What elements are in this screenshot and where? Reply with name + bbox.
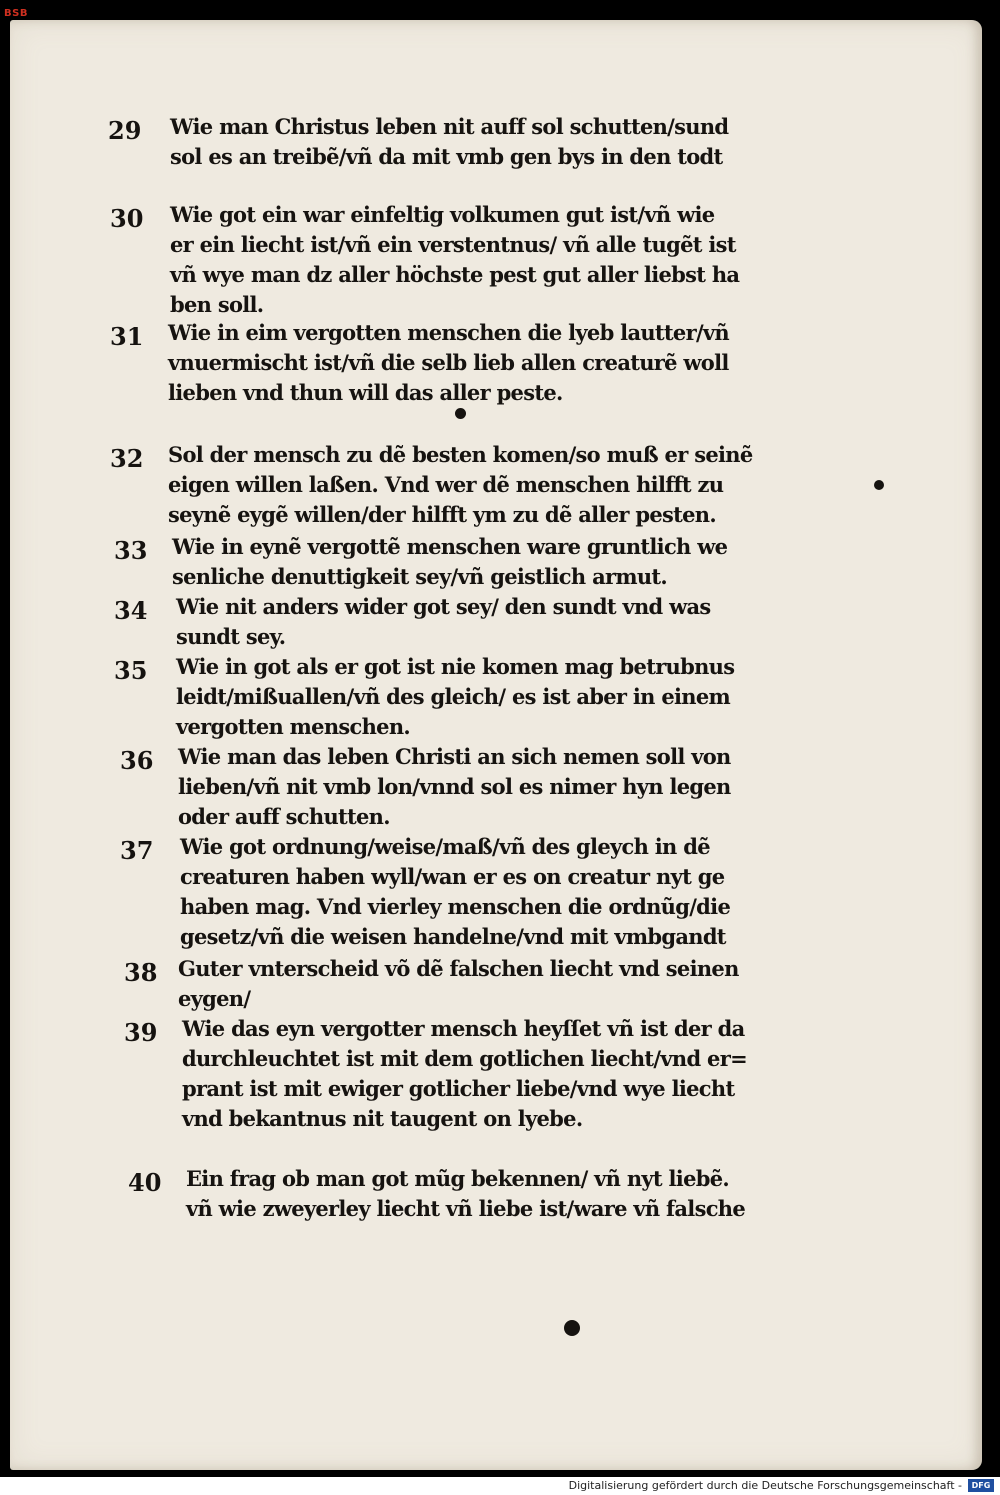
entry-text-line: vñ wye man dz aller höchste pest gut aller liebst ha bbox=[170, 262, 740, 287]
entry-text-line: Wie nit anders wider got sey/ den sundt vnd was bbox=[176, 594, 711, 619]
entry-number: 39 bbox=[124, 1018, 158, 1047]
entry-text-line: Wie got ordnung/weise/maß/vñ des gleych in dẽ bbox=[180, 834, 710, 859]
entry-text-line: Wie in eynẽ vergottẽ menschen ware gruntlich we bbox=[172, 534, 728, 559]
entry-text-line: vnuermischt ist/vñ die selb lieb allen creaturẽ woll bbox=[168, 350, 729, 375]
entry-number: 33 bbox=[114, 536, 148, 565]
entry-number: 36 bbox=[120, 746, 154, 775]
entry-number: 40 bbox=[128, 1168, 162, 1197]
entry-text-line: eygen/ bbox=[178, 986, 251, 1011]
entry-text-line: vñ wie zweyerley liecht vñ liebe ist/ware vñ falsche bbox=[186, 1196, 746, 1221]
entry-number: 30 bbox=[110, 204, 144, 233]
entry-text-line: Wie in eim vergotten menschen die lyeb lautter/vñ bbox=[168, 320, 730, 345]
entry-number: 37 bbox=[120, 836, 154, 865]
ink-dot bbox=[564, 1320, 580, 1336]
entry-text-line: vnd bekantnus nit taugent on lyebe. bbox=[182, 1106, 583, 1131]
entry-text-line: Ein frag ob man got mũg bekennen/ vñ nyt liebẽ. bbox=[186, 1166, 729, 1191]
book-page bbox=[10, 20, 982, 1470]
entry-number: 32 bbox=[110, 444, 144, 473]
entry-text-line: creaturen haben wyll/wan er es on creatur nyt ge bbox=[180, 864, 725, 889]
entry-text-line: sundt sey. bbox=[176, 624, 286, 649]
entry-text-line: oder auff schutten. bbox=[178, 804, 390, 829]
entry-number: 29 bbox=[108, 116, 142, 145]
entry-text-line: lieben/vñ nit vmb lon/vnnd sol es nimer hyn legen bbox=[178, 774, 731, 799]
entry-text-line: Wie das eyn vergotter mensch heyſſet vñ ist der da bbox=[182, 1016, 745, 1041]
entry-text-line: Sol der mensch zu dẽ besten komen/so muß er seinẽ bbox=[168, 442, 753, 467]
entry-text-line: gesetz/vñ die weisen handelne/vnd mit vmbgandt bbox=[180, 924, 726, 949]
entry-text-line: sol es an treibẽ/vñ da mit vmb gen bys in den todt bbox=[170, 144, 723, 169]
entry-text-line: Guter vnterscheid võ dẽ falschen liecht vnd seinen bbox=[178, 956, 739, 981]
footer-bar bbox=[0, 1477, 1000, 1495]
entry-number: 35 bbox=[114, 656, 148, 685]
dfg-logo: DFG bbox=[968, 1479, 994, 1492]
entry-text-line: Wie man Christus leben nit auff sol schutten/sund bbox=[170, 114, 729, 139]
entry-text-line: eigen willen laßen. Vnd wer dẽ menschen hilfft zu bbox=[168, 472, 724, 497]
entry-text-line: seynẽ eygẽ willen/der hilfft ym zu dẽ aller pesten. bbox=[168, 502, 716, 527]
entry-text-line: Wie got ein war einfeltig volkumen gut ist/vñ wie bbox=[170, 202, 715, 227]
entry-text-line: lieben vnd thun will das aller peste. bbox=[168, 380, 563, 405]
footer-credit: Digitalisierung gefördert durch die Deutsche Forschungsgemeinschaft - bbox=[568, 1479, 962, 1492]
entry-text-line: prant ist mit ewiger gotlicher liebe/vnd wye liecht bbox=[182, 1076, 735, 1101]
library-mark: BSB bbox=[4, 8, 28, 19]
entry-text-line: ben soll. bbox=[170, 292, 264, 317]
entry-number: 38 bbox=[124, 958, 158, 987]
ink-dot bbox=[874, 480, 884, 490]
entry-text-line: Wie man das leben Christi an sich nemen soll von bbox=[178, 744, 731, 769]
entry-text-line: Wie in got als er got ist nie komen mag betrubnus bbox=[176, 654, 735, 679]
ink-dot bbox=[455, 408, 466, 419]
entry-text-line: er ein liecht ist/vñ ein verstentnus/ vñ alle tugẽt ist bbox=[170, 232, 736, 257]
entry-number: 34 bbox=[114, 596, 148, 625]
entry-text-line: vergotten menschen. bbox=[176, 714, 411, 739]
entry-text-line: leidt/mißuallen/vñ des gleich/ es ist aber in einem bbox=[176, 684, 731, 709]
entry-text-line: haben mag. Vnd vierley menschen die ordnũg/die bbox=[180, 894, 731, 919]
entry-number: 31 bbox=[110, 322, 144, 351]
entry-text-line: senliche denuttigkeit sey/vñ geistlich armut. bbox=[172, 564, 668, 589]
entry-text-line: durchleuchtet ist mit dem gotlichen liecht/vnd er= bbox=[182, 1046, 747, 1071]
